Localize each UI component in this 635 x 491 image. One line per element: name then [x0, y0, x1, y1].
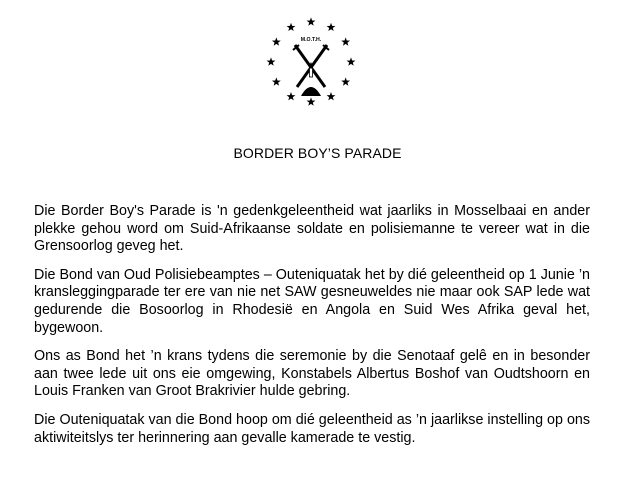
star-icon: [272, 37, 281, 45]
star-icon: [287, 92, 296, 100]
star-icon: [307, 97, 316, 105]
moth-emblem-icon: [263, 14, 359, 110]
star-icon: [287, 23, 296, 31]
star-icon: [327, 23, 336, 31]
paragraph-1: Die Border Boy's Parade is 'n gedenkgeleentheid wat jaarliks in Mosselbaai en ander plekke gehou word om Suid-Afrikaanse soldate en polisiemanne te vereer wat in die Grensoorlog geveg het.: [34, 203, 590, 255]
star-icon: [267, 57, 276, 65]
document-title: BORDER BOY’S PARADE: [233, 145, 402, 161]
emblem-text: M.O.T.H.: [300, 37, 322, 43]
star-icon: [341, 37, 350, 45]
star-icon: [272, 77, 281, 85]
star-icon: [307, 17, 316, 25]
paragraph-4: Die Outeniquatak van die Bond hoop om dié geleentheid as ’n jaarlikse instelling op ons aktiwiteitslys ter herinnering aan gevalle kamerade te vestig.: [34, 411, 590, 446]
paragraph-3: Ons as Bond het ’n krans tydens die seremonie by die Senotaaf gelê en in besonder aan twee lede uit ons eie omgewing, Konstabels Albertus Boshof van Oudtshoorn en Louis Franken van Groot Brakrivier hulde gebring.: [34, 348, 590, 400]
document-body: [34, 203, 590, 458]
star-icon: [347, 57, 356, 65]
star-icon: [341, 77, 350, 85]
paragraph-2: Die Bond van Oud Polisiebeamptes – Outeniquatak het by dié geleentheid op 1 Junie ’n kransleggingparade ter ere van nie net SAW gesneuweldes nie maar ook SAP lede wat gedurende die Bosoorlog in Rhodesië en Angola en Suid Wes Afrika geval het, bygewoon.: [34, 266, 590, 336]
star-icon: [327, 92, 336, 100]
